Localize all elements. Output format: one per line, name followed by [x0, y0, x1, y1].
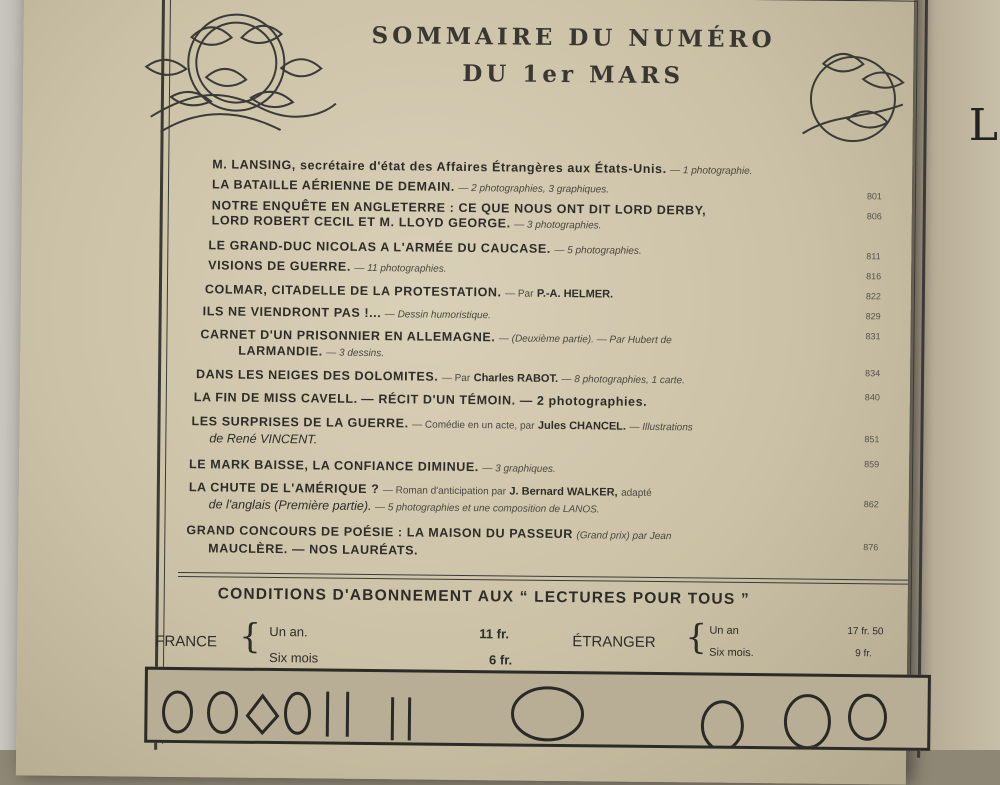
toc-entry: CARNET D'UN PRISONNIER EN ALLEMAGNE. — (Deuxième partie). — Par Hubert de	[200, 327, 672, 347]
page-number: 831	[865, 331, 881, 342]
toc-entry: ILS NE VIENDRONT PAS !... — Dessin humoristique.	[202, 304, 492, 322]
etranger-half-label: Six mois.	[709, 646, 754, 660]
toc-entry: de René VINCENT.	[209, 431, 318, 447]
laurel-ornament-left	[130, 0, 342, 149]
toc-entry: MAUCLÈRE. — NOS LAURÉATS.	[208, 541, 419, 558]
france-year-price: 11 fr.	[479, 626, 510, 642]
toc-entry: LARMANDIE. — 3 dessins.	[238, 343, 385, 360]
page-number: 829	[865, 311, 881, 322]
france-label: FRANCE	[155, 632, 218, 651]
page-number: 859	[864, 459, 880, 470]
toc-entry: LA CHUTE DE L'AMÉRIQUE ? — Roman d'anticipation par J. Bernard WALKER, adapté	[188, 480, 652, 499]
toc-entry: NOTRE ENQUÊTE EN ANGLETERRE : CE QUE NOUS ONT DIT LORD DERBY,	[211, 198, 707, 218]
etranger-label: ÉTRANGER	[572, 633, 656, 652]
toc-entry: LA FIN DE MISS CAVELL. — RÉCIT D'UN TÉMOIN. — 2 photographies.	[193, 390, 648, 409]
summary-header	[323, 17, 824, 96]
page-number: 834	[865, 368, 881, 379]
page-number: 811	[866, 251, 881, 262]
etranger-year-label: Un an	[709, 624, 739, 637]
page-number: 851	[864, 434, 880, 445]
brace: {	[239, 616, 262, 657]
subscription-title: CONDITIONS D'ABONNEMENT AUX “ LECTURES POUR TOUS ”	[217, 585, 750, 608]
toc-entry: de l'anglais (Première partie). — 5 photographies et une composition de LANOS.	[208, 497, 600, 516]
toc-entry: LE MARK BAISSE, LA CONFIANCE DIMINUE. — 3 graphiques.	[189, 457, 556, 475]
toc-entry: LE GRAND-DUC NICOLAS A L'ARMÉE DU CAUCASE. — 5 photographies.	[208, 238, 642, 257]
page-number: 822	[865, 291, 881, 302]
page-number: 806	[866, 211, 882, 222]
advertisement-strip	[144, 667, 931, 751]
page-number: 801	[866, 191, 883, 202]
toc-entry: COLMAR, CITADELLE DE LA PROTESTATION. — Par P.-A. HELMER.	[204, 282, 614, 301]
brace: {	[685, 617, 708, 658]
toc-entry: GRAND CONCOURS DE POÉSIE : LA MAISON DU PASSEUR (Grand prix) par Jean	[186, 523, 672, 543]
page-number: 816	[866, 271, 882, 282]
etranger-half-price: 9 fr.	[855, 648, 872, 660]
page-number: 840	[864, 392, 880, 403]
header-line-1: SOMMAIRE DU NUMÉRO	[371, 22, 776, 54]
toc-entry: VISIONS DE GUERRE. — 11 photographies.	[208, 258, 447, 275]
toc-entry: M. LANSING, secrétaire d'état des Affaires Étrangères aux États-Unis. — 1 photographie.	[212, 157, 753, 177]
etranger-year-price: 17 fr. 50	[847, 626, 884, 638]
decorative-illustration	[147, 670, 928, 748]
toc-entry: LES SURPRISES DE LA GUERRE. — Comédie en un acte, par Jules CHANCEL. — Illustrations	[191, 414, 693, 434]
toc-entry: LORD ROBERT CECIL ET M. LLOYD GEORGE. — 3 photographies.	[211, 213, 602, 232]
toc-entry: DANS LES NEIGES DES DOLOMITES. — Par Charles RABOT. — 8 photographies, 1 carte.	[195, 367, 685, 387]
france-half-label: Six mois	[269, 649, 319, 666]
france-year-label: Un an.	[269, 623, 308, 640]
page-number: 862	[863, 499, 879, 510]
next-page-letter: L	[968, 100, 998, 151]
toc-entry: LA BATAILLE AÉRIENNE DE DEMAIN. — 2 photographies, 3 graphiques.	[211, 177, 610, 196]
page-number: 876	[863, 542, 879, 553]
france-half-price: 6 fr.	[488, 652, 513, 668]
header-line-2: DU 1er MARS	[462, 59, 685, 90]
magazine-page	[16, 0, 914, 785]
